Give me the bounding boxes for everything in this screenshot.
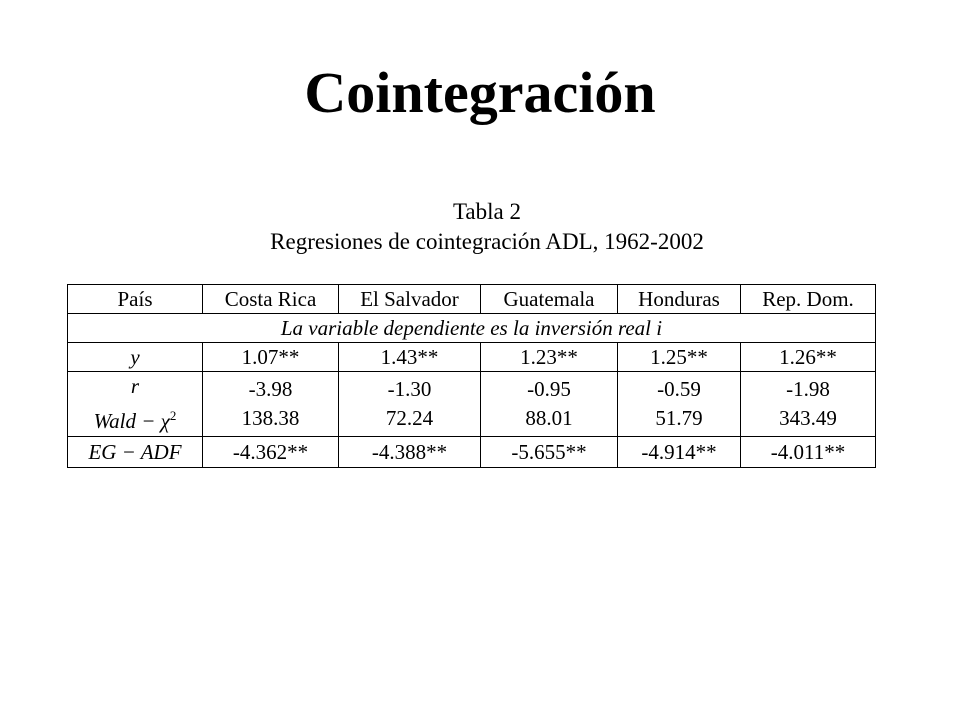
cell-eg-guatemala: -5.655** bbox=[481, 437, 618, 468]
cell-r-guatemala: -0.95 bbox=[527, 377, 571, 401]
cell-wald-honduras: 51.79 bbox=[655, 406, 703, 430]
header-cell-country: País bbox=[68, 285, 203, 314]
header-cell-el-salvador: El Salvador bbox=[339, 285, 481, 314]
cells-guatemala bbox=[481, 372, 618, 437]
cell-wald-guatemala: 88.01 bbox=[525, 406, 573, 430]
cell-y-costa-rica: 1.07** bbox=[203, 343, 339, 372]
cell-y-honduras: 1.25** bbox=[618, 343, 741, 372]
table-row-y bbox=[68, 343, 876, 372]
slide-title: Cointegración bbox=[304, 60, 656, 125]
cell-r-rep-dom: -1.98 bbox=[786, 377, 830, 401]
cell-eg-rep-dom: -4.011** bbox=[741, 437, 876, 468]
header-cell-honduras: Honduras bbox=[618, 285, 741, 314]
cells-honduras bbox=[618, 372, 741, 437]
cells-rep-dom bbox=[741, 372, 876, 437]
table-row-eg-adf bbox=[68, 437, 876, 468]
cointegration-table bbox=[67, 284, 876, 468]
cell-r-costa-rica: -3.98 bbox=[248, 377, 293, 401]
table-header-row bbox=[68, 285, 876, 314]
table-caption-description: Regresiones de cointegración ADL, 1962-2002 bbox=[270, 229, 704, 254]
header-cell-rep-dom: Rep. Dom. bbox=[741, 285, 876, 314]
row-label-r: r bbox=[130, 374, 140, 398]
cell-eg-costa-rica: -4.362** bbox=[203, 437, 339, 468]
chi-exponent: 2 bbox=[169, 408, 177, 423]
row-label-y: y bbox=[68, 343, 203, 372]
cell-y-guatemala: 1.23** bbox=[481, 343, 618, 372]
cell-wald-costa-rica: 138.38 bbox=[241, 406, 300, 430]
cell-r-honduras: -0.59 bbox=[657, 377, 701, 401]
cell-eg-honduras: -4.914** bbox=[618, 437, 741, 468]
header-cell-guatemala: Guatemala bbox=[481, 285, 618, 314]
row-labels-r-wald bbox=[68, 372, 203, 437]
dependent-variable-note-row bbox=[68, 314, 876, 343]
cell-y-rep-dom: 1.26** bbox=[741, 343, 876, 372]
table-caption-number: Tabla 2 bbox=[452, 199, 521, 224]
wald-label-text: Wald − χ bbox=[93, 409, 170, 433]
cell-r-el-salvador: -1.30 bbox=[387, 377, 432, 401]
row-label-wald-chi2 bbox=[68, 401, 202, 436]
cell-eg-el-salvador: -4.388** bbox=[339, 437, 481, 468]
dependent-variable-note: La variable dependiente es la inversión real i bbox=[68, 314, 876, 343]
cell-wald-el-salvador: 72.24 bbox=[385, 406, 434, 430]
cells-costa-rica bbox=[203, 372, 339, 437]
row-label-eg-adf: EG − ADF bbox=[68, 437, 203, 468]
cell-y-el-salvador: 1.43** bbox=[339, 343, 481, 372]
header-cell-costa-rica: Costa Rica bbox=[203, 285, 339, 314]
cell-wald-rep-dom: 343.49 bbox=[779, 406, 837, 430]
cells-el-salvador bbox=[339, 372, 481, 437]
table-row-r-wald bbox=[68, 372, 876, 437]
